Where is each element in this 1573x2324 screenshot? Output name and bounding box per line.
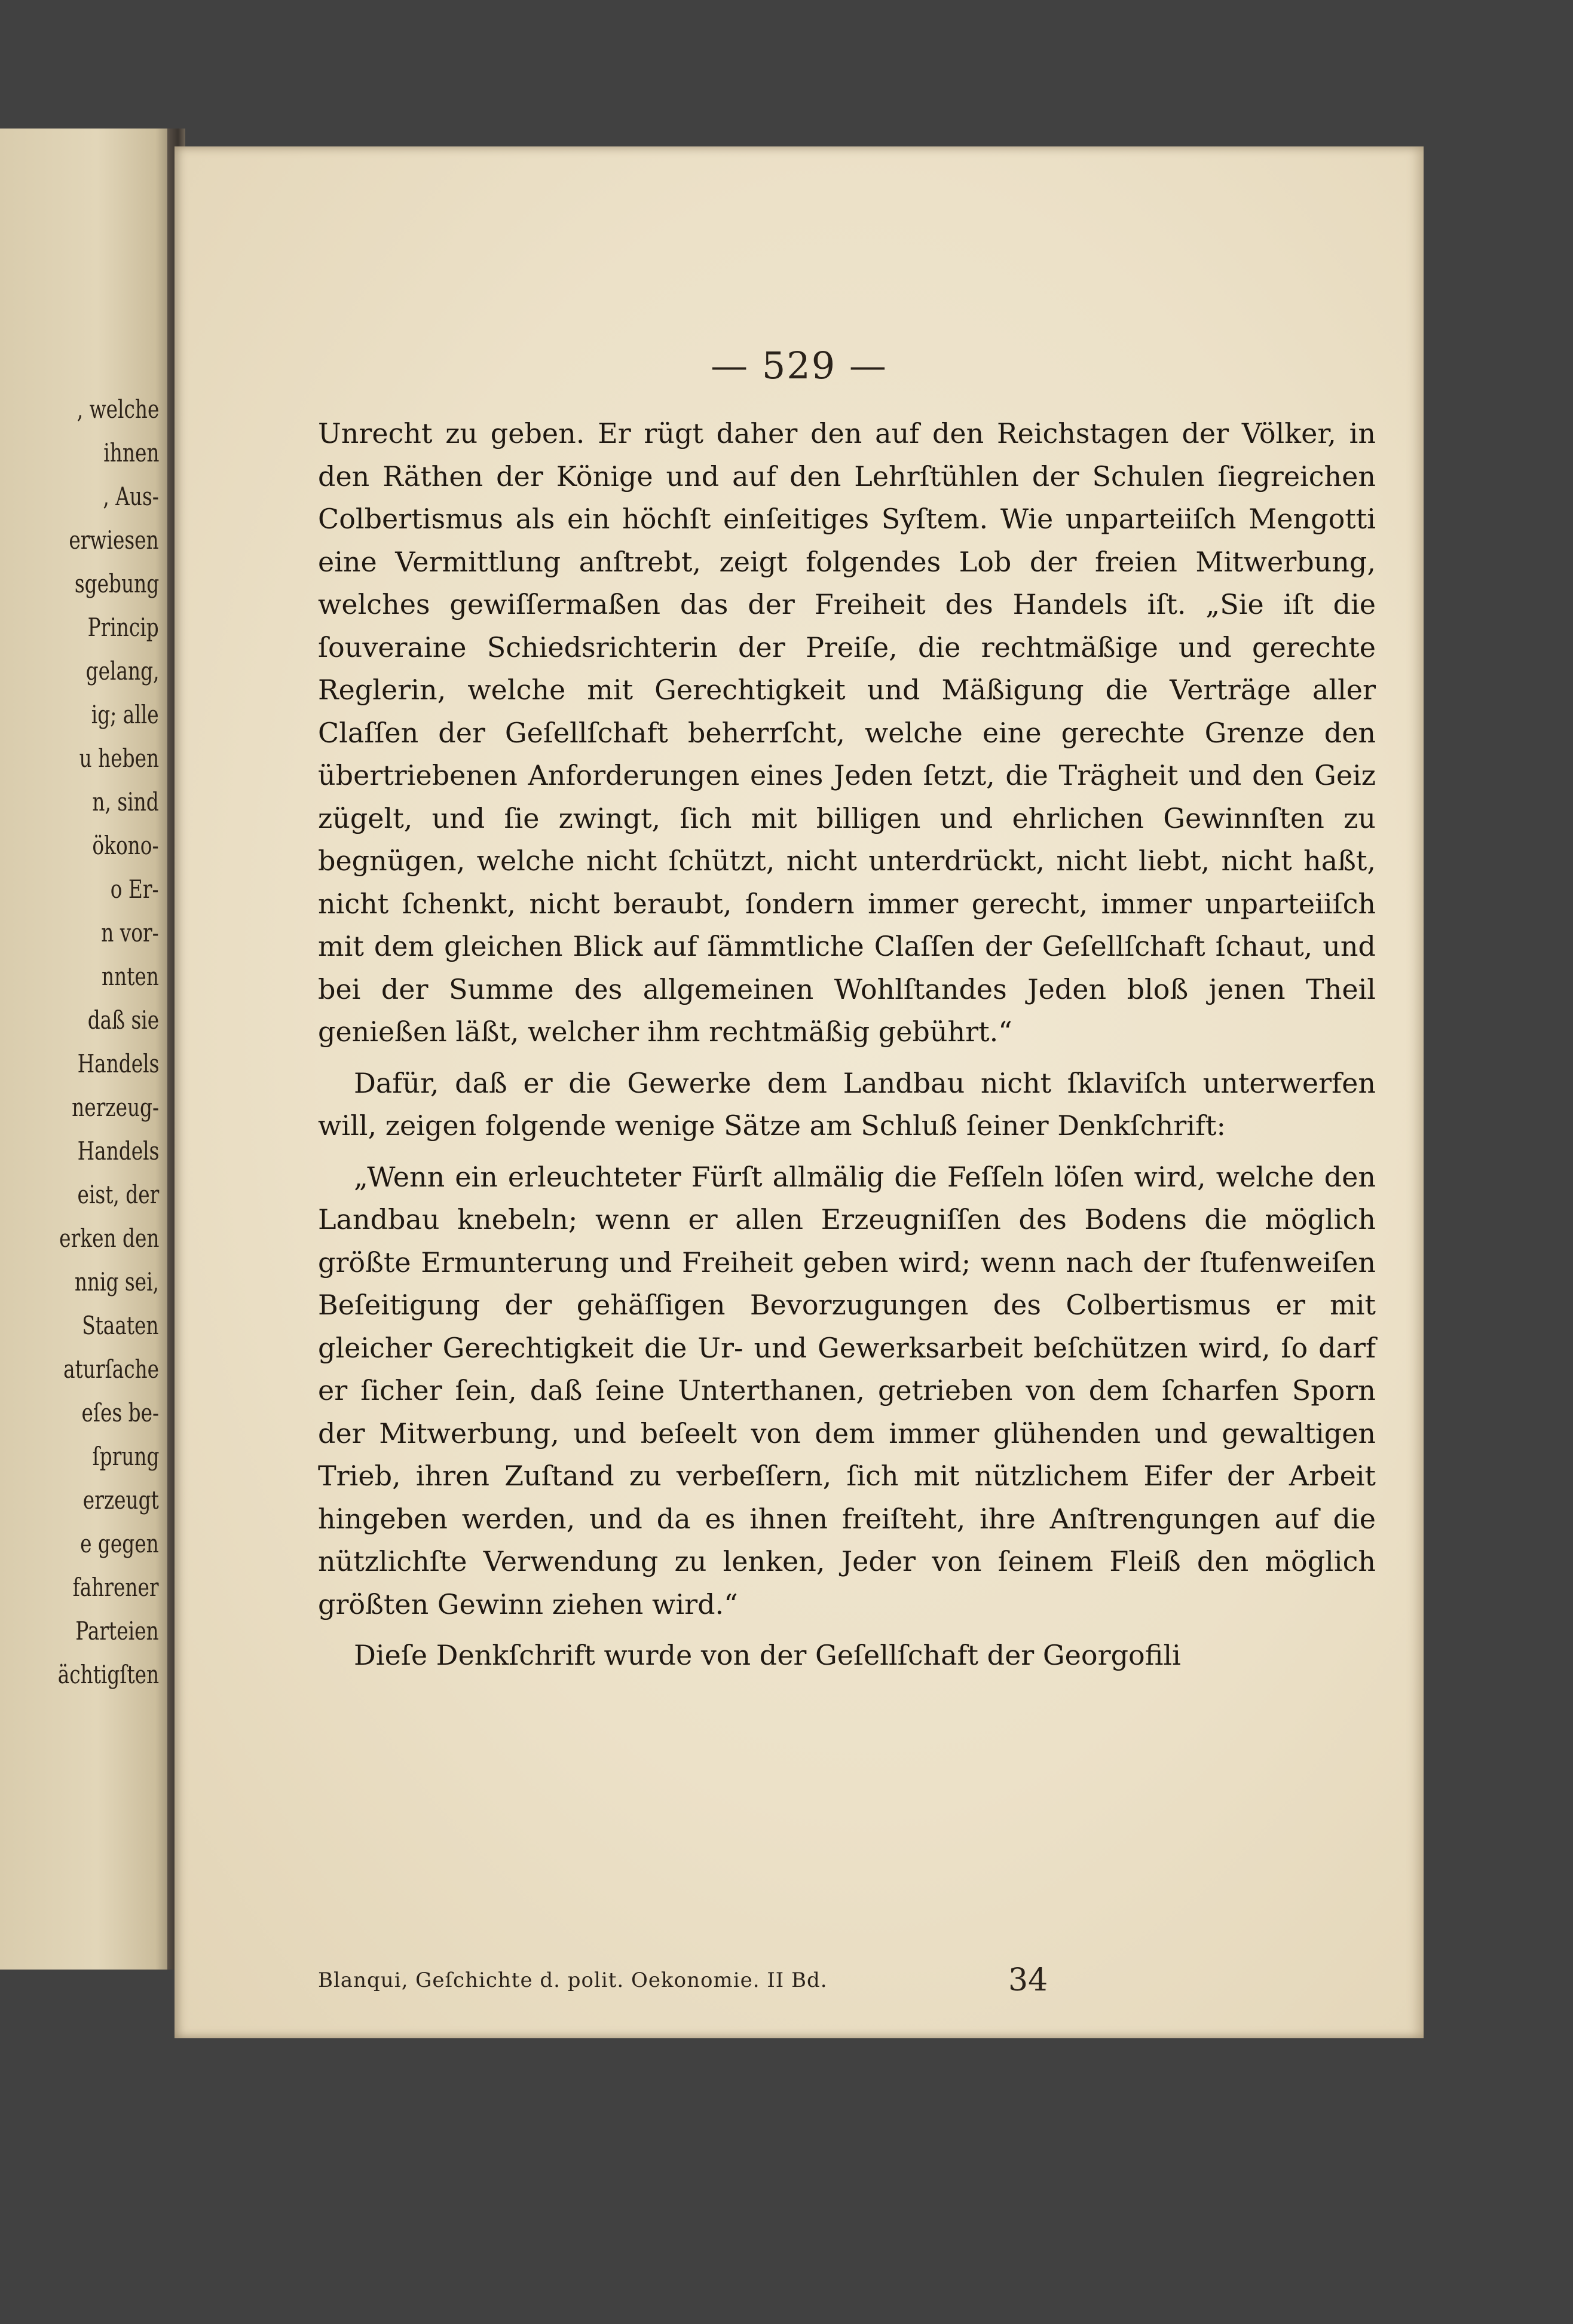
left-page-fragment: Parteien [75,1616,159,1646]
left-page-fragment: ig; alle [91,700,159,729]
left-page-fragment: Handels [77,1136,159,1166]
left-page-fragment: ökono- [92,831,159,860]
left-page-fragment: e gegen [80,1529,159,1558]
left-page-fragment: nerzeug- [72,1093,159,1122]
paragraph-3-quote: „Wenn ein erleuchteter Fürſt allmälig die Feſſeln löſen wird, welche den Landbau knebeln; wenn er allen Erzeugniſſen des Bodens die möglich größte Ermunterung und Freiheit geben wird; wenn nach der ſtufenweiſen Beſeitigung der gehäſſigen Bevorzugungen des Colbertismus er mit gleicher Gerechtigkeit die Ur- und Gewerksarbeit beſchützen wird, ſo darf er ſicher ſein, daß ſeine Unterthanen, getrieben von dem ſcharfen Sporn der Mitwerbung, und beſeelt von dem immer glühenden und gewaltigen Trieb, ihren Zuſtand zu verbeſſern, ſich mit nützlichem Eifer der Arbeit hingeben werden, und da es ihnen freiſteht, ihre Anſtrengungen auf die nützlichſte Verwendung zu lenken, Jeder von ſeinem Fleiß den möglich größten Gewinn ziehen wird.“ [318,1160,1376,1620]
signature-number: 34 [1008,1962,1048,1998]
left-page-fragment: n, sind [92,787,159,817]
left-page-fragment: ihnen [103,438,159,467]
left-page-fragment: daß sie [87,1005,159,1035]
left-page-fragment: gelang, [85,656,159,686]
left-page-fragment: Staaten [82,1311,159,1340]
left-page-fragment: erzeugt [83,1485,159,1515]
left-page-fragment: nnten [102,962,159,991]
left-page-fragment: aturſache [63,1354,159,1384]
left-page-fragment: o Er- [111,874,159,904]
page-body [318,412,1376,1677]
left-page-fragment: nnig sei, [74,1267,159,1296]
left-page-fragment: sgebung [74,569,159,598]
left-facing-page [0,129,177,1970]
book-page [175,146,1424,2038]
left-page-fragment: erken den [59,1224,159,1253]
left-page-fragment: eſes be- [81,1398,159,1427]
signature-line: Blanqui, Geſchichte d. polit. Oekonomie. II Bd. [318,1968,828,1992]
left-page-fragment: ächtigſten [57,1660,159,1689]
left-page-fragment: Handels [77,1049,159,1078]
paragraph-2: Dafür, daß er die Gewerke dem Landbau nicht ſklaviſch unterwerfen will, zeigen folgende wenige Sätze am Schluß ſeiner Denkſchrift: [318,1066,1376,1142]
paragraph-4: Dieſe Denkſchrift wurde von der Geſellſchaft der Georgofili [354,1639,1181,1671]
left-page-fragment: Princip [87,613,159,642]
left-page-fragment: , Aus- [103,482,159,511]
left-page-fragment: , welche [76,395,159,424]
left-page-fragment: fahrener [73,1573,159,1602]
left-page-fragment: n vor- [101,918,159,947]
left-page-fragment: u heben [79,744,159,773]
left-page-fragment: ſprung [92,1442,159,1471]
paragraph-1: Unrecht zu geben. Er rügt daher den auf den Reichstagen der Völker, in den Räthen der Könige und auf den Lehrſtühlen der Schulen ſiegreichen Colbertismus als ein höchſt einſeitiges Syſtem. Wie unparteiiſch Mengotti eine Vermittlung anſtrebt, zeigt folgendes Lob der freien Mitwerbung, welches gewiſſermaßen das der Freiheit des Handels iſt. „Sie iſt die ſouveraine Schiedsrichterin der Preiſe, die rechtmäßige und gerechte Reglerin, welche mit Gerechtigkeit und Mäßigung die Verträge aller Claſſen der Geſellſchaft beherrſcht, welche eine gerechte Grenze den übertriebenen Anforderungen eines Jeden ſetzt, die Trägheit und den Geiz zügelt, und ſie zwingt, ſich mit billigen und ehrlichen Gewinnſten zu begnügen, welche nicht ſchützt, nicht unterdrückt, nicht liebt, nicht haßt, nicht ſchenkt, nicht beraubt, ſondern immer gerecht, immer unparteiiſch mit dem gleichen Blick auf ſämmtliche Claſſen der Geſellſchaft ſchaut, und bei der Summe des allgemeinen Wohlſtandes Jeden bloß jenen Theil genießen läßt, welcher ihm rechtmäßig gebührt.“ [318,417,1376,1048]
left-page-fragment: eist, der [77,1180,159,1209]
page-number-header: — 529 — [711,344,888,387]
left-page-fragment: erwiesen [69,525,159,555]
